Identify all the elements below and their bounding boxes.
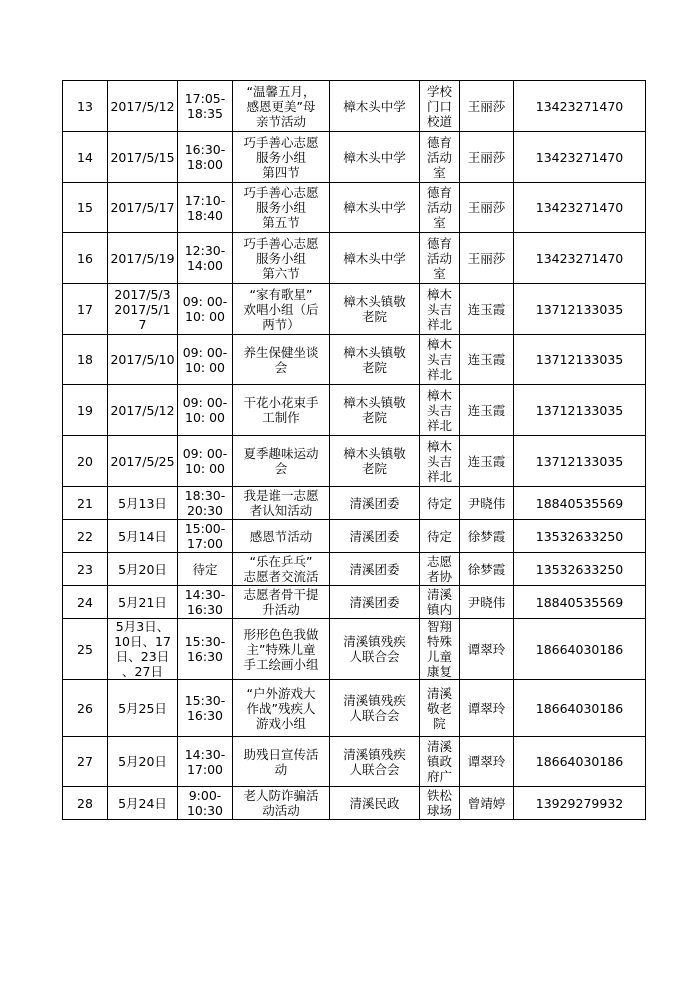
row-number: 20 bbox=[63, 436, 108, 487]
row-number: 22 bbox=[63, 520, 108, 553]
date-cell: 5月20日 bbox=[108, 553, 178, 586]
organizer-cell: 樟木头中学 bbox=[330, 183, 420, 233]
time-cell: 14:30- 17:00 bbox=[178, 737, 233, 787]
date-cell: 5月14日 bbox=[108, 520, 178, 553]
table-row bbox=[63, 586, 646, 619]
time-cell: 17:05- 18:35 bbox=[178, 81, 233, 132]
phone-cell: 13423271470 bbox=[514, 132, 646, 183]
location-cell: 学校 门口 校道 bbox=[420, 81, 460, 132]
phone-cell: 13712133035 bbox=[514, 385, 646, 436]
time-cell: 9:00- 10:30 bbox=[178, 787, 233, 820]
row-number: 16 bbox=[63, 233, 108, 284]
date-cell: 5月21日 bbox=[108, 586, 178, 619]
location-cell: 德育 活动 室 bbox=[420, 132, 460, 183]
location-cell: 清溪 镇内 bbox=[420, 586, 460, 619]
organizer-cell: 清溪团委 bbox=[330, 553, 420, 586]
time-cell: 待定 bbox=[178, 553, 233, 586]
time-cell: 09: 00- 10: 00 bbox=[178, 335, 233, 385]
date-cell: 2017/5/3 2017/5/1 7 bbox=[108, 284, 178, 335]
contact-cell: 谭翠玲 bbox=[460, 619, 514, 680]
row-number: 13 bbox=[63, 81, 108, 132]
phone-cell: 13929279932 bbox=[514, 787, 646, 820]
row-number: 27 bbox=[63, 737, 108, 787]
contact-cell: 连玉霞 bbox=[460, 436, 514, 487]
contact-cell: 曾靖婷 bbox=[460, 787, 514, 820]
row-number: 19 bbox=[63, 385, 108, 436]
table-row bbox=[63, 737, 646, 787]
row-number: 15 bbox=[63, 183, 108, 233]
location-cell: 樟木 头吉 祥北 bbox=[420, 284, 460, 335]
contact-cell: 谭翠玲 bbox=[460, 680, 514, 737]
time-cell: 12:30- 14:00 bbox=[178, 233, 233, 284]
activity-cell: 感恩节活动 bbox=[233, 520, 330, 553]
row-number: 18 bbox=[63, 335, 108, 385]
time-cell: 09: 00- 10: 00 bbox=[178, 385, 233, 436]
organizer-cell: 樟木头中学 bbox=[330, 81, 420, 132]
location-cell: 德育 活动 室 bbox=[420, 183, 460, 233]
table-row bbox=[63, 680, 646, 737]
contact-cell: 连玉霞 bbox=[460, 335, 514, 385]
activity-cell: “家有歌星” 欢唱小组（后 两节） bbox=[233, 284, 330, 335]
activity-cell: 巧手善心志愿 服务小组 第四节 bbox=[233, 132, 330, 183]
table-row bbox=[63, 487, 646, 520]
phone-cell: 13423271470 bbox=[514, 233, 646, 284]
activity-cell: 夏季趣味运动 会 bbox=[233, 436, 330, 487]
organizer-cell: 樟木头中学 bbox=[330, 132, 420, 183]
contact-cell: 王丽莎 bbox=[460, 233, 514, 284]
table-body bbox=[63, 81, 646, 820]
activity-cell: “乐在乒乓” 志愿者交流活 bbox=[233, 553, 330, 586]
date-cell: 2017/5/10 bbox=[108, 335, 178, 385]
contact-cell: 连玉霞 bbox=[460, 284, 514, 335]
activity-cell: 形形色色我做 主”特殊儿童 手工绘画小组 bbox=[233, 619, 330, 680]
organizer-cell: 清溪团委 bbox=[330, 487, 420, 520]
contact-cell: 尹晓伟 bbox=[460, 586, 514, 619]
table-row bbox=[63, 520, 646, 553]
organizer-cell: 清溪镇残疾 人联合会 bbox=[330, 619, 420, 680]
location-cell: 智翔 特殊 儿童 康复 bbox=[420, 619, 460, 680]
schedule-table bbox=[62, 80, 646, 820]
organizer-cell: 清溪镇残疾 人联合会 bbox=[330, 680, 420, 737]
location-cell: 清溪 镇政 府广 bbox=[420, 737, 460, 787]
time-cell: 15:00- 17:00 bbox=[178, 520, 233, 553]
contact-cell: 谭翠玲 bbox=[460, 737, 514, 787]
time-cell: 14:30- 16:30 bbox=[178, 586, 233, 619]
organizer-cell: 樟木头镇敬 老院 bbox=[330, 335, 420, 385]
organizer-cell: 樟木头中学 bbox=[330, 233, 420, 284]
table-row bbox=[63, 81, 646, 132]
activity-cell: 养生保健坐谈 会 bbox=[233, 335, 330, 385]
date-cell: 2017/5/12 bbox=[108, 385, 178, 436]
location-cell: 樟木 头吉 祥北 bbox=[420, 436, 460, 487]
row-number: 17 bbox=[63, 284, 108, 335]
location-cell: 志愿 者协 bbox=[420, 553, 460, 586]
phone-cell: 18664030186 bbox=[514, 680, 646, 737]
organizer-cell: 清溪团委 bbox=[330, 586, 420, 619]
time-cell: 17:10- 18:40 bbox=[178, 183, 233, 233]
table-row bbox=[63, 619, 646, 680]
time-cell: 09: 00- 10: 00 bbox=[178, 436, 233, 487]
location-cell: 德育 活动 室 bbox=[420, 233, 460, 284]
location-cell: 樟木 头吉 祥北 bbox=[420, 385, 460, 436]
row-number: 28 bbox=[63, 787, 108, 820]
organizer-cell: 樟木头镇敬 老院 bbox=[330, 284, 420, 335]
organizer-cell: 清溪镇残疾 人联合会 bbox=[330, 737, 420, 787]
contact-cell: 王丽莎 bbox=[460, 132, 514, 183]
row-number: 23 bbox=[63, 553, 108, 586]
table-row bbox=[63, 787, 646, 820]
phone-cell: 18664030186 bbox=[514, 737, 646, 787]
row-number: 24 bbox=[63, 586, 108, 619]
phone-cell: 13423271470 bbox=[514, 183, 646, 233]
contact-cell: 王丽莎 bbox=[460, 81, 514, 132]
location-cell: 待定 bbox=[420, 487, 460, 520]
activity-cell: 干花小花束手 工制作 bbox=[233, 385, 330, 436]
date-cell: 2017/5/12 bbox=[108, 81, 178, 132]
location-cell: 清溪 敬老 院 bbox=[420, 680, 460, 737]
table-row bbox=[63, 284, 646, 335]
date-cell: 2017/5/15 bbox=[108, 132, 178, 183]
activity-cell: 老人防诈骗活 动活动 bbox=[233, 787, 330, 820]
row-number: 26 bbox=[63, 680, 108, 737]
date-cell: 2017/5/19 bbox=[108, 233, 178, 284]
contact-cell: 连玉霞 bbox=[460, 385, 514, 436]
row-number: 21 bbox=[63, 487, 108, 520]
table-row bbox=[63, 132, 646, 183]
organizer-cell: 樟木头镇敬 老院 bbox=[330, 436, 420, 487]
location-cell: 待定 bbox=[420, 520, 460, 553]
date-cell: 5月20日 bbox=[108, 737, 178, 787]
phone-cell: 13423271470 bbox=[514, 81, 646, 132]
date-cell: 2017/5/25 bbox=[108, 436, 178, 487]
organizer-cell: 樟木头镇敬 老院 bbox=[330, 385, 420, 436]
organizer-cell: 清溪民政 bbox=[330, 787, 420, 820]
location-cell: 铁松 球场 bbox=[420, 787, 460, 820]
date-cell: 5月24日 bbox=[108, 787, 178, 820]
table-row bbox=[63, 183, 646, 233]
date-cell: 5月13日 bbox=[108, 487, 178, 520]
table-row bbox=[63, 436, 646, 487]
contact-cell: 尹晓伟 bbox=[460, 487, 514, 520]
contact-cell: 徐梦霞 bbox=[460, 520, 514, 553]
activity-cell: “温馨五月， 感恩更美”母 亲节活动 bbox=[233, 81, 330, 132]
phone-cell: 18664030186 bbox=[514, 619, 646, 680]
time-cell: 09: 00- 10: 00 bbox=[178, 284, 233, 335]
activity-cell: 巧手善心志愿 服务小组 第六节 bbox=[233, 233, 330, 284]
contact-cell: 王丽莎 bbox=[460, 183, 514, 233]
activity-cell: “户外游戏大 作战”残疾人 游戏小组 bbox=[233, 680, 330, 737]
phone-cell: 13532633250 bbox=[514, 520, 646, 553]
time-cell: 16:30- 18:00 bbox=[178, 132, 233, 183]
organizer-cell: 清溪团委 bbox=[330, 520, 420, 553]
date-cell: 5月3日、 10日、17 日、23日 、27日 bbox=[108, 619, 178, 680]
table-row bbox=[63, 385, 646, 436]
date-cell: 5月25日 bbox=[108, 680, 178, 737]
row-number: 14 bbox=[63, 132, 108, 183]
phone-cell: 18840535569 bbox=[514, 487, 646, 520]
activity-cell: 志愿者骨干提 升活动 bbox=[233, 586, 330, 619]
table-row bbox=[63, 233, 646, 284]
phone-cell: 13532633250 bbox=[514, 553, 646, 586]
activity-cell: 我是谁一志愿 者认知活动 bbox=[233, 487, 330, 520]
time-cell: 18:30- 20:30 bbox=[178, 487, 233, 520]
phone-cell: 18840535569 bbox=[514, 586, 646, 619]
contact-cell: 徐梦霞 bbox=[460, 553, 514, 586]
date-cell: 2017/5/17 bbox=[108, 183, 178, 233]
phone-cell: 13712133035 bbox=[514, 436, 646, 487]
row-number: 25 bbox=[63, 619, 108, 680]
location-cell: 樟木 头吉 祥北 bbox=[420, 335, 460, 385]
time-cell: 15:30- 16:30 bbox=[178, 680, 233, 737]
phone-cell: 13712133035 bbox=[514, 284, 646, 335]
time-cell: 15:30- 16:30 bbox=[178, 619, 233, 680]
activity-cell: 巧手善心志愿 服务小组 第五节 bbox=[233, 183, 330, 233]
table-row bbox=[63, 335, 646, 385]
activity-cell: 助残日宣传活 动 bbox=[233, 737, 330, 787]
table-row bbox=[63, 553, 646, 586]
phone-cell: 13712133035 bbox=[514, 335, 646, 385]
